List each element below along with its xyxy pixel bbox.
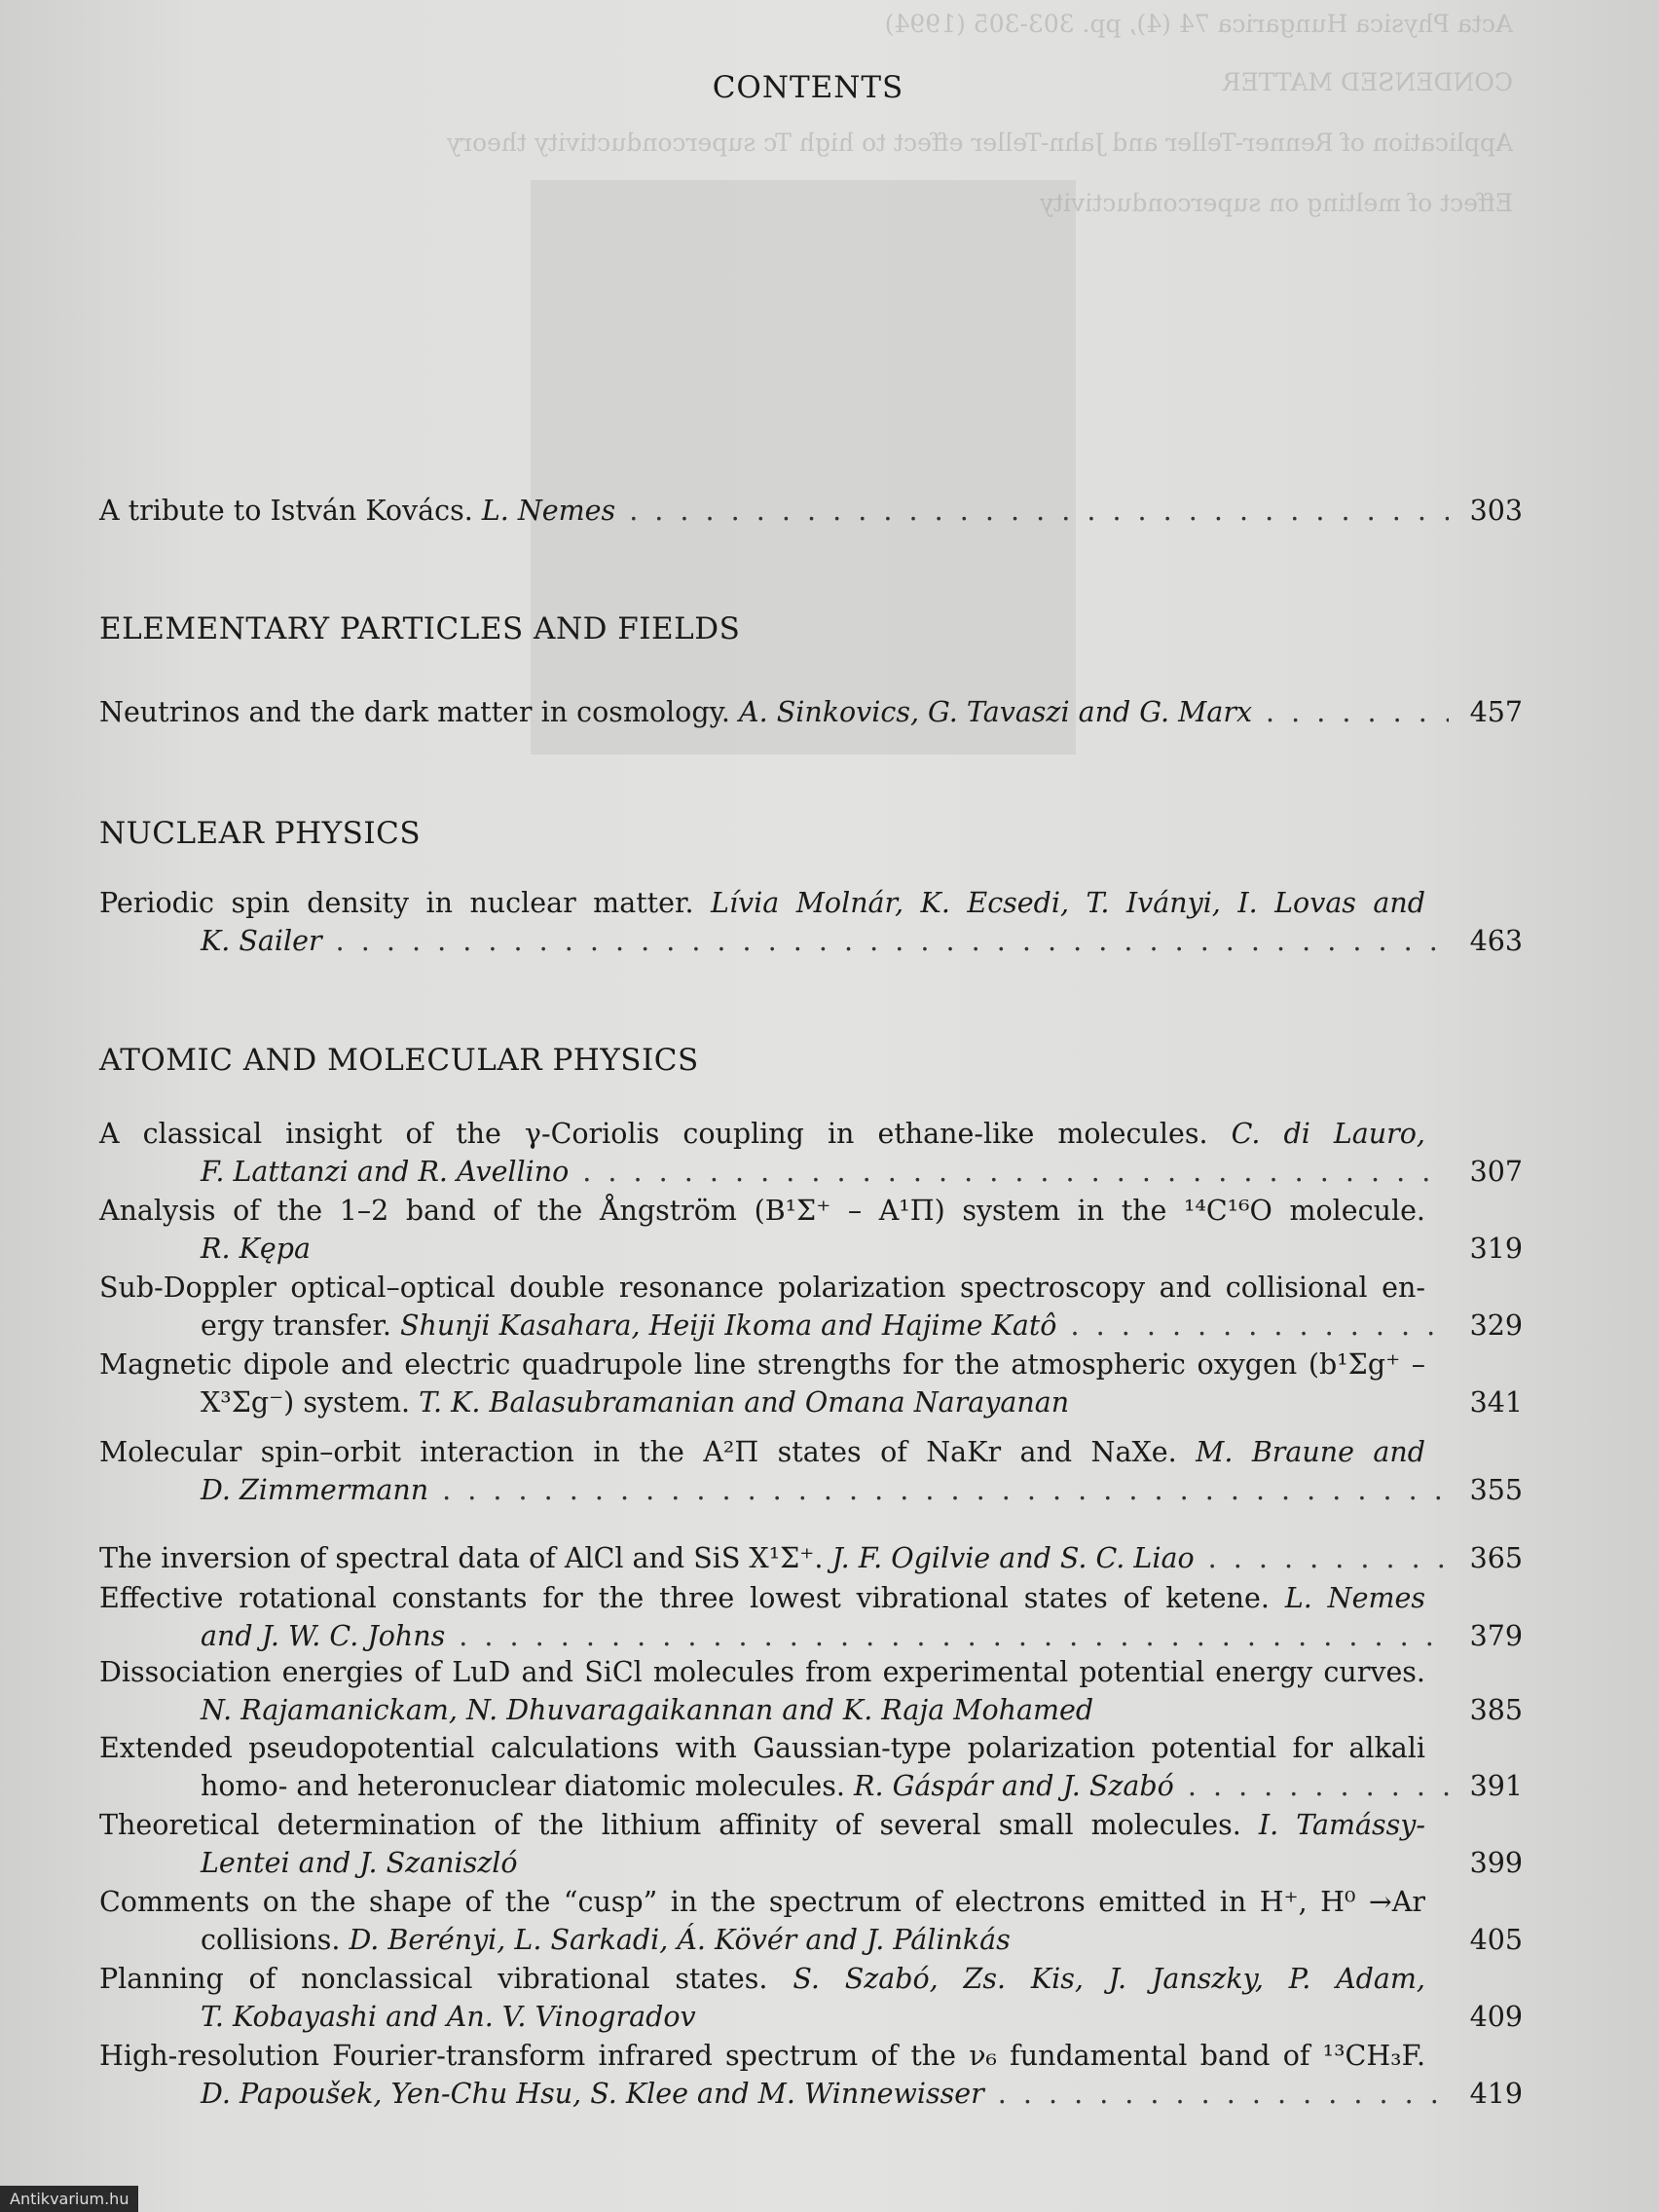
entry-title: collisions. (201, 1924, 341, 1956)
entry-title: Periodic spin density in nuclear matter. (99, 887, 694, 919)
entry-title: The inversion of spectral data of AlCl and SiS X¹Σ⁺. (99, 1542, 824, 1574)
entry-page: 463 (1469, 925, 1523, 957)
toc-entry[interactable] (99, 1579, 1523, 1655)
entry-title: High-resolution Fourier-transform infrared spectrum of the ν₆ fundamental band of ¹³CH₃F. (99, 2040, 1425, 2072)
entry-authors: S. Szabó, Zs. Kis, J. Janszky, P. Adam, (793, 1963, 1425, 1995)
entry-page: 409 (1469, 2001, 1523, 2033)
entry-page: 303 (1469, 495, 1523, 527)
entry-authors: L. Nemes (481, 495, 616, 527)
entry-authors: R. Gáspár and J. Szabó (854, 1770, 1174, 1802)
entry-authors: T. K. Balasubramanian and Omana Narayanan (419, 1386, 1070, 1419)
entry-authors: L. Nemes (1284, 1582, 1425, 1614)
entry-authors: C. di Lauro, (1231, 1118, 1425, 1150)
entry-page: 319 (1469, 1233, 1523, 1265)
entry-authors: I. Tamássy- (1258, 1809, 1425, 1841)
entry-page: 365 (1469, 1542, 1523, 1574)
entry-title: A classical insight of the γ-Coriolis coupling in ethane-like molecules. (99, 1118, 1208, 1150)
entry-title: A tribute to István Kovács. (99, 495, 473, 527)
entry-authors: M. Braune and (1196, 1436, 1426, 1468)
entry-title: Theoretical determination of the lithium affinity of several small molecules. (99, 1809, 1241, 1841)
entry-page: 419 (1469, 2078, 1523, 2110)
toc-entry[interactable] (99, 1806, 1523, 1882)
entry-page: 457 (1469, 696, 1523, 728)
leader-dots (1266, 693, 1449, 731)
entry-page: 355 (1469, 1474, 1523, 1506)
toc-entry[interactable] (99, 884, 1523, 960)
entry-title: Effective rotational constants for the three lowest vibrational states of ketene. (99, 1582, 1270, 1614)
toc-entry[interactable] (99, 1883, 1523, 1959)
entry-title: Analysis of the 1–2 band of the Ångström (B¹Σ⁺ – A¹Π) system in the ¹⁴C¹⁶O molecule. (99, 1195, 1425, 1227)
toc-entry[interactable] (99, 1729, 1523, 1805)
entry-authors: F. Lattanzi and R. Avellino (201, 1156, 570, 1188)
section-heading: ELEMENTARY PARTICLES AND FIELDS (99, 611, 741, 646)
bleed-line: Acta Physica Hungarica 74 (4), pp. 303-305 (1994) (884, 10, 1513, 38)
leader-dots (582, 1153, 1449, 1191)
entry-authors: D. Papoušek, Yen-Chu Hsu, S. Klee and M. Winnewisser (201, 2078, 984, 2110)
toc-entry[interactable] (99, 1539, 1523, 1577)
entry-authors: D. Zimmermann (201, 1474, 429, 1506)
entry-authors: A. Sinkovics, G. Tavaszi and G. Marx (739, 696, 1253, 728)
bleed-line: Effect of melting on superconductivity (1039, 189, 1513, 217)
entry-title: Planning of nonclassical vibrational states. (99, 1963, 768, 1995)
leader-dots (1070, 1307, 1449, 1345)
entry-authors: R. Kępa (201, 1233, 311, 1265)
entry-title: Dissociation energies of LuD and SiCl molecules from experimental potential energy curves. (99, 1656, 1425, 1688)
toc-entry[interactable] (99, 693, 1523, 731)
entry-authors: Lentei and J. Szaniszló (201, 1847, 518, 1879)
entry-page: 341 (1469, 1386, 1523, 1419)
entry-page: 391 (1469, 1770, 1523, 1802)
leader-dots (459, 1617, 1449, 1655)
section-heading: ATOMIC AND MOLECULAR PHYSICS (99, 1043, 699, 1078)
entry-page: 385 (1469, 1694, 1523, 1726)
entry-authors: D. Berényi, L. Sarkadi, Á. Kövér and J. Pálinkás (349, 1924, 1011, 1956)
bleed-through-text (446, 0, 1513, 222)
entry-title: Neutrinos and the dark matter in cosmology. (99, 696, 730, 728)
toc-entry[interactable] (99, 1653, 1523, 1729)
toc-entry-tribute[interactable] (99, 492, 1523, 530)
entry-authors: K. Sailer (201, 925, 322, 957)
entry-authors: T. Kobayashi and An. V. Vinogradov (201, 2001, 696, 2033)
toc-entry[interactable] (99, 1115, 1523, 1191)
entry-title: Comments on the shape of the “cusp” in the spectrum of electrons emitted in H⁺, H⁰ →Ar (99, 1886, 1425, 1918)
entry-page: 379 (1469, 1620, 1523, 1652)
entry-title: Sub-Doppler optical–optical double resonance polarization spectroscopy and collisional en- (99, 1272, 1425, 1304)
entry-title: Extended pseudopotential calculations with Gaussian-type polarization potential for alkali (99, 1732, 1425, 1764)
toc-entry[interactable] (99, 1269, 1523, 1345)
toc-entry[interactable] (99, 1192, 1523, 1268)
leader-dots (442, 1471, 1449, 1509)
watermark-label: Antikvarium.hu (0, 2186, 138, 2212)
entry-title: homo- and heteronuclear diatomic molecules. (201, 1770, 845, 1802)
leader-dots (1188, 1767, 1449, 1805)
leader-dots (998, 2075, 1449, 2113)
entry-authors: N. Rajamanickam, N. Dhuvaragaikannan and K. Raja Mohamed (201, 1694, 1094, 1726)
entry-page: 399 (1469, 1847, 1523, 1879)
page-title: CONTENTS (712, 70, 904, 105)
toc-entry[interactable] (99, 2037, 1523, 2113)
entry-title: ergy transfer. (201, 1309, 391, 1342)
leader-dots (336, 922, 1449, 960)
leader-dots (629, 492, 1449, 530)
entry-authors: and J. W. C. Johns (201, 1620, 446, 1652)
bleed-line: CONDENSED MATTER (1222, 68, 1513, 96)
entry-authors: Lívia Molnár, K. Ecsedi, T. Iványi, I. Lovas and (711, 887, 1425, 919)
toc-entry[interactable] (99, 1960, 1523, 2036)
toc-entry[interactable] (99, 1433, 1523, 1509)
entry-page: 405 (1469, 1924, 1523, 1956)
entry-page: 307 (1469, 1156, 1523, 1188)
entry-authors: Shunji Kasahara, Heiji Ikoma and Hajime Katô (399, 1309, 1057, 1342)
entry-title: Magnetic dipole and electric quadrupole line strengths for the atmospheric oxygen (b¹Σg⁺ – (99, 1348, 1425, 1381)
bleed-through-photo (531, 180, 1076, 755)
entry-title: X³Σg⁻) system. (201, 1386, 411, 1419)
entry-title: Molecular spin–orbit interaction in the A²Π states of NaKr and NaXe. (99, 1436, 1177, 1468)
entry-authors: J. F. Ogilvie and S. C. Liao (831, 1542, 1195, 1574)
toc-entry[interactable] (99, 1346, 1523, 1421)
entry-page: 329 (1469, 1309, 1523, 1342)
bleed-line: Application of Renner-Teller and Jahn-Teller effect to high Tc superconductivity theory (446, 129, 1513, 157)
leader-dots (1208, 1539, 1449, 1577)
section-heading: NUCLEAR PHYSICS (99, 816, 422, 851)
